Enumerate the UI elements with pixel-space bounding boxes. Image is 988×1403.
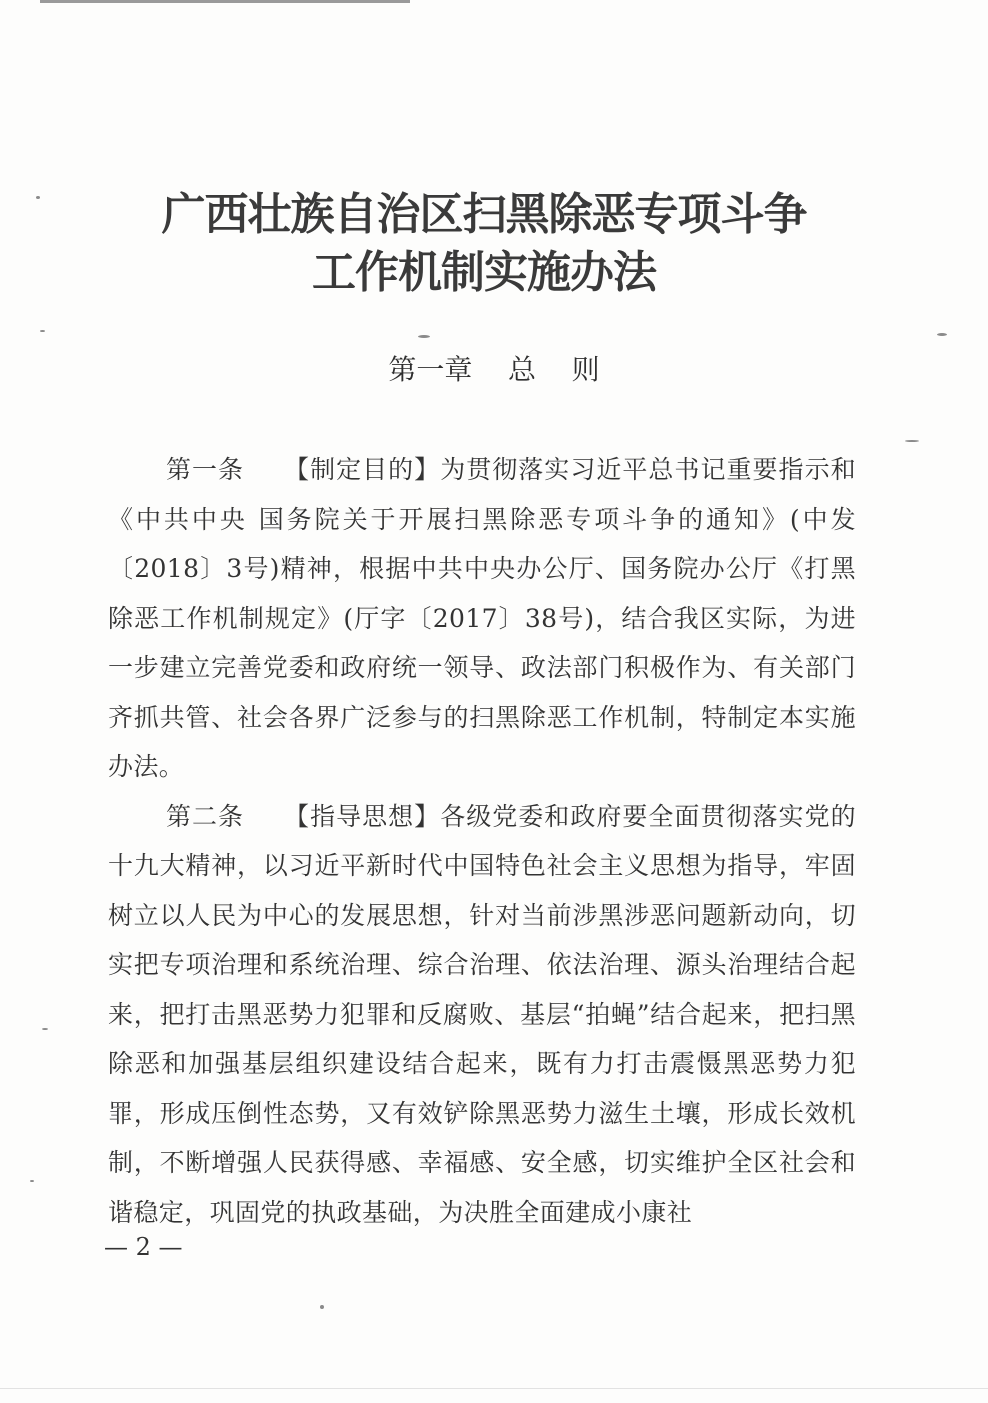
title-line-1: 广西壮族自治区扫黑除恶专项斗争 [161,189,807,240]
article-text: 各级党委和政府要全面贯彻落实党的十九大精神，以习近平新时代中国特色社会主义思想为指导，牢固树立以人民为中心的发展思想，针对当前涉黑涉恶问题新动向，切实把专项治理和系统治理、综合治理、依法治理、源头治理结合起来，把打击黑恶势力犯罪和反腐败、基层“拍蝇”结合起来，把扫黑除恶和加强基层组织建设结合起来，既有力打击震慑黑恶势力犯罪，形成压倒性态势，又有效铲除黑恶势力滋生土壤，形成长效机制，不断增强人民获得感、幸福感、安全感，切实维护全区社会和谐稳定，巩固党的执政基础，为决胜全面建成小康社 [108,801,856,1227]
article-tag: 【制定目的】 [284,455,441,484]
scan-edge [40,0,410,3]
page-number: — 2 — [104,1233,183,1261]
title-line-2: 工作机制实施办法 [312,247,656,298]
article-number: 第一条 [166,455,245,484]
article-tag: 【指导思想】 [284,801,441,831]
scan-bottom-edge [0,1388,988,1389]
scan-speck [418,335,430,338]
scan-speck [320,1305,324,1309]
chapter-label: 第一章 [388,353,473,386]
document-title [0,186,988,302]
chapter-heading [0,350,988,390]
scan-speck [40,330,45,332]
chapter-name: 总 则 [508,353,600,386]
scan-speck [42,1028,48,1030]
scan-speck [36,196,40,199]
article-number: 第二条 [166,801,245,831]
scan-speck [937,333,947,336]
document-body [108,445,856,1237]
article-text: 为贯彻落实习近平总书记重要指示和《中共中央 国务院关于开展扫黑除恶专项斗争的通知》(中发〔2018〕3号)精神，根据中共中央办公厅、国务院办公厅《打黑除恶工作机制规定》(厅字〔2017〕38号)，结合我区实际，为进一步建立完善党委和政府统一领导、政法部门积极作为、有关部门齐抓共管、社会各界广泛参与的扫黑除恶工作机制，特制定本实施办法。 [108,455,856,781]
article-1 [108,445,856,792]
scan-speck [30,1180,34,1182]
scan-speck [905,440,919,442]
article-2 [108,792,856,1238]
